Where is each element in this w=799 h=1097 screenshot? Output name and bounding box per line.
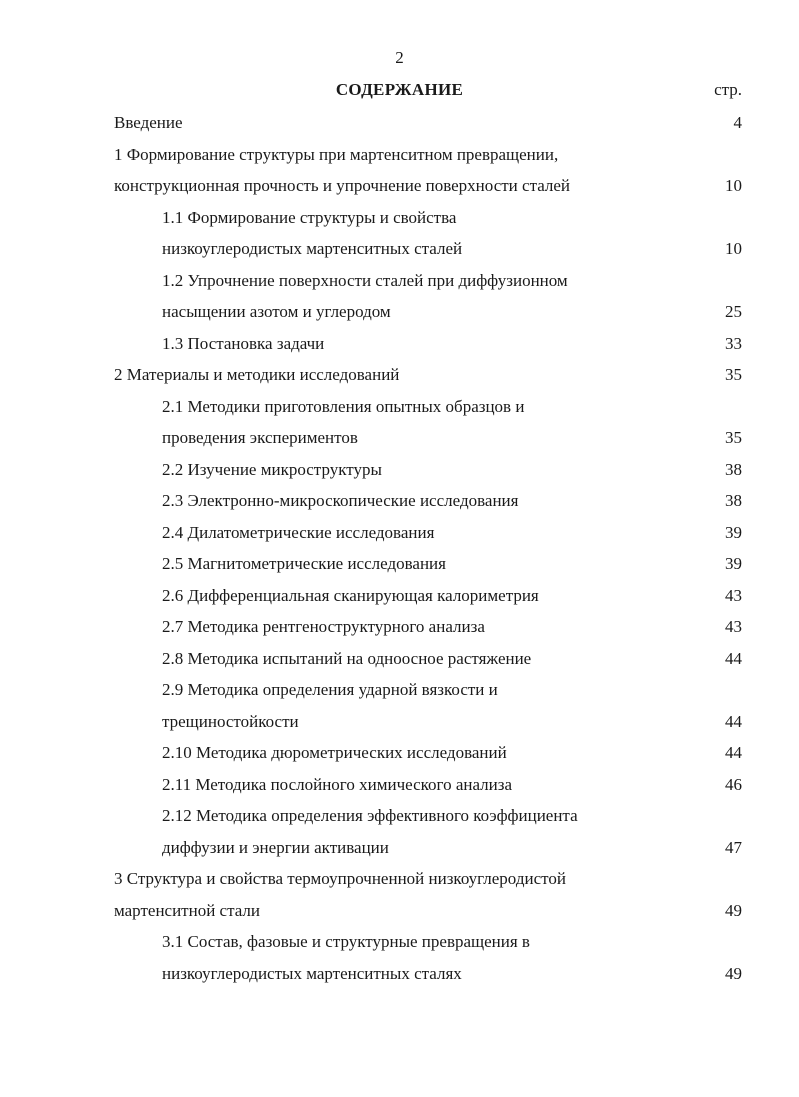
toc-entry-page: 44 xyxy=(725,743,742,762)
toc-entry xyxy=(0,113,799,137)
toc-entry-title: 2.7 Методика рентгеноструктурного анализа xyxy=(162,617,485,636)
toc-entry-title: 1.1 Формирование структуры и свойства xyxy=(162,207,457,227)
toc-entry-title: конструкционная прочность и упрочнение поверхности сталей xyxy=(114,176,571,195)
toc-entry xyxy=(0,649,799,673)
toc-entry-title: 2.3 Электронно-микроскопические исследования xyxy=(162,491,519,510)
toc-entry-title: низкоуглеродистых мартенситных сталей xyxy=(162,239,463,258)
page-column-label: стр. xyxy=(714,80,742,99)
toc-entry xyxy=(0,743,799,767)
toc-entry-title: 2.6 Дифференциальная сканирующая калориметрия xyxy=(162,585,539,605)
toc-entry-page: 47 xyxy=(725,837,742,857)
toc-entry-title: диффузии и энергии активации xyxy=(162,837,389,857)
toc-entry-title: 3.1 Состав, фазовые и структурные превращения в xyxy=(162,932,530,951)
toc-entry xyxy=(0,775,799,799)
toc-entry-title: Введение xyxy=(114,113,183,132)
toc-entry xyxy=(0,334,799,358)
toc-entry xyxy=(0,554,799,578)
page-number: 2 xyxy=(395,48,404,67)
toc-entry xyxy=(0,680,799,704)
toc-entry-page: 43 xyxy=(725,585,742,605)
toc-entry-title: 1.2 Упрочнение поверхности сталей при диффузионном xyxy=(162,270,568,290)
toc-entry xyxy=(0,932,799,956)
toc-entry xyxy=(0,869,799,893)
toc-entry xyxy=(0,302,799,326)
toc-entry xyxy=(0,365,799,389)
toc-entry xyxy=(0,176,799,200)
toc-entry xyxy=(0,271,799,295)
toc-entry-title: трещиностойкости xyxy=(162,711,299,731)
toc-entry-page: 35 xyxy=(725,365,742,384)
toc-entry-title: 3 Структура и свойства термоупрочненной низкоуглеродистой xyxy=(114,869,566,888)
toc-entry-title: 1 Формирование структуры при мартенситном превращении, xyxy=(114,144,559,164)
toc-entry xyxy=(0,806,799,830)
toc-entry xyxy=(0,586,799,610)
toc-entry-title: 2.8 Методика испытаний на одноосное растяжение xyxy=(162,648,532,668)
toc-entry-title: проведения экспериментов xyxy=(162,428,358,447)
toc-entry-title: 2.9 Методика определения ударной вязкости и xyxy=(162,680,498,699)
toc-entry-title: 2 Материалы и методики исследований xyxy=(114,365,400,384)
toc-entry-title: 2.1 Методики приготовления опытных образцов и xyxy=(162,396,525,416)
toc-entry-page: 25 xyxy=(725,302,742,321)
toc-entry xyxy=(0,901,799,925)
toc-entry xyxy=(0,523,799,547)
toc-entry xyxy=(0,491,799,515)
toc-entry-page: 10 xyxy=(725,239,742,258)
toc-entry xyxy=(0,145,799,169)
toc-entry xyxy=(0,712,799,736)
toc-entry-title: 2.4 Дилатометрические исследования xyxy=(162,522,435,542)
toc-entry-title: мартенситной стали xyxy=(114,900,261,920)
toc-entry xyxy=(0,617,799,641)
toc-entry xyxy=(0,208,799,232)
toc-entry-page: 38 xyxy=(725,491,742,510)
toc-entry-title: 2.12 Методика определения эффективного коэффициента xyxy=(162,806,578,825)
toc-entry xyxy=(0,460,799,484)
toc-entry-title: 2.2 Изучение микроструктуры xyxy=(162,459,382,479)
toc-entry-page: 10 xyxy=(725,176,742,195)
toc-entry-page: 38 xyxy=(725,459,742,479)
toc-entry xyxy=(0,239,799,263)
page-title: СОДЕРЖАНИЕ xyxy=(335,80,464,99)
toc-entry-page: 39 xyxy=(725,554,742,573)
toc-entry-title: 2.5 Магнитометрические исследования xyxy=(162,554,446,573)
toc-entry xyxy=(0,428,799,452)
toc-entry-page: 44 xyxy=(725,648,742,668)
toc-entry-page: 4 xyxy=(733,113,742,132)
toc-entry-page: 46 xyxy=(725,774,742,794)
toc-entry xyxy=(0,397,799,421)
toc-entry-page: 39 xyxy=(725,522,742,542)
toc-entry-page: 49 xyxy=(725,900,742,920)
toc-entry-page: 33 xyxy=(725,333,742,353)
toc-entry-title: 2.10 Методика дюрометрических исследований xyxy=(162,743,507,762)
toc-entry-page: 44 xyxy=(725,711,742,731)
toc-entry-title: насыщении азотом и углеродом xyxy=(162,302,391,321)
toc-entry xyxy=(0,964,799,988)
toc-entry-page: 43 xyxy=(725,617,742,636)
toc-entry-title: 1.3 Постановка задачи xyxy=(162,333,325,353)
toc-entry-title: 2.11 Методика послойного химического анализа xyxy=(162,774,513,794)
toc-entry xyxy=(0,838,799,862)
toc-entry-page: 35 xyxy=(725,428,742,447)
toc-entry-page: 49 xyxy=(725,963,742,983)
toc-entry-title: низкоуглеродистых мартенситных сталях xyxy=(162,963,462,983)
